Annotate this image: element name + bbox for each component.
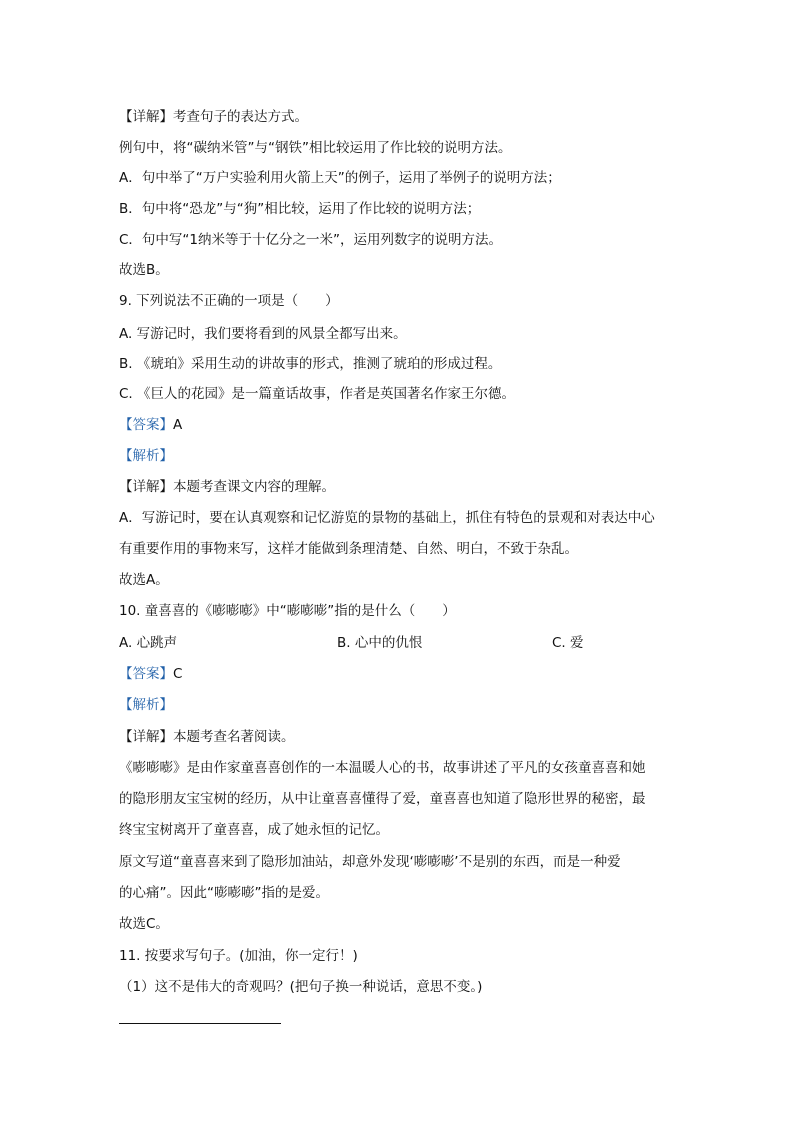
analysis-tag: 【解析】	[119, 697, 173, 713]
conclusion-line: 故选A。	[119, 572, 169, 588]
question-10-option-a: A. 心跳声	[119, 635, 178, 651]
explanation-line: 原文写道“童喜喜来到了隐形加油站，却意外发现‘嘭嘭嘭’不是别的东西，而是一种爱	[119, 854, 621, 870]
option-b-analysis: B．句中将“恐龙”与“狗”相比较，运用了作比较的说明方法；	[119, 201, 481, 217]
conclusion-line: 故选C。	[119, 916, 169, 932]
question-9: 9. 下列说法不正确的一项是（ ）	[119, 293, 339, 309]
explanation-line: 终宝宝树离开了童喜喜，成了她永恒的记忆。	[119, 822, 389, 838]
detail-line: 【详解】考查句子的表达方式。	[119, 109, 308, 125]
detail-line: 【详解】本题考查名著阅读。	[119, 729, 295, 745]
answer-underline	[119, 1023, 281, 1024]
question-9-option-b: B. 《琥珀》采用生动的讲故事的形式，推测了琥珀的形成过程。	[119, 356, 502, 372]
detail-tag: 【详解】	[119, 479, 173, 495]
explanation-line: 例句中，将“碳纳米管”与“钢铁”相比较运用了作比较的说明方法。	[119, 140, 512, 156]
detail-tag: 【详解】	[119, 109, 173, 125]
question-11: 11. 按要求写句子。(加油，你一定行！)	[119, 948, 358, 964]
explanation-line: 有重要作用的事物来写，这样才能做到条理清楚、自然、明白，不致于杂乱。	[119, 541, 578, 557]
explanation-line: 《嘭嘭嘭》是由作家童喜喜创作的一本温暖人心的书，故事讲述了平凡的女孩童喜喜和她	[119, 760, 646, 776]
detail-line: 【详解】本题考查课文内容的理解。	[119, 479, 335, 495]
question-9-option-c: C. 《巨人的花园》是一篇童话故事，作者是英国著名作家王尔德。	[119, 386, 516, 402]
answer-line: 【答案】A	[119, 417, 183, 433]
question-10-option-c: C. 爱	[552, 635, 584, 651]
option-a-analysis: A．句中举了“万户实验利用火箭上天”的例子，运用了举例子的说明方法；	[119, 170, 561, 186]
question-10: 10. 童喜喜的《嘭嘭嘭》中“嘭嘭嘭”指的是什么（ ）	[119, 603, 456, 619]
explanation-line: 的隐形朋友宝宝树的经历，从中让童喜喜懂得了爱，童喜喜也知道了隐形世界的秘密，最	[119, 791, 646, 807]
explanation-line: 的心痛”。因此“嘭嘭嘭”指的是爱。	[119, 885, 329, 901]
answer-line: 【答案】C	[119, 666, 183, 682]
analysis-tag: 【解析】	[119, 448, 173, 464]
detail-tag: 【详解】	[119, 729, 173, 745]
conclusion-line: 故选B。	[119, 262, 169, 278]
question-11-part-1: （1）这不是伟大的奇观吗？(把句子换一种说话，意思不变。)	[119, 979, 483, 995]
question-10-option-b: B. 心中的仇恨	[337, 635, 423, 651]
answer-tag: 【答案】	[119, 417, 173, 433]
option-c-analysis: C．句中写“1纳米等于十亿分之一米”，运用列数字的说明方法。	[119, 232, 503, 248]
explanation-line: A．写游记时，要在认真观察和记忆游览的景物的基础上，抓住有特色的景观和对表达中心	[119, 510, 655, 526]
answer-tag: 【答案】	[119, 666, 173, 682]
question-9-option-a: A. 写游记时，我们要将看到的风景全都写出来。	[119, 326, 407, 342]
